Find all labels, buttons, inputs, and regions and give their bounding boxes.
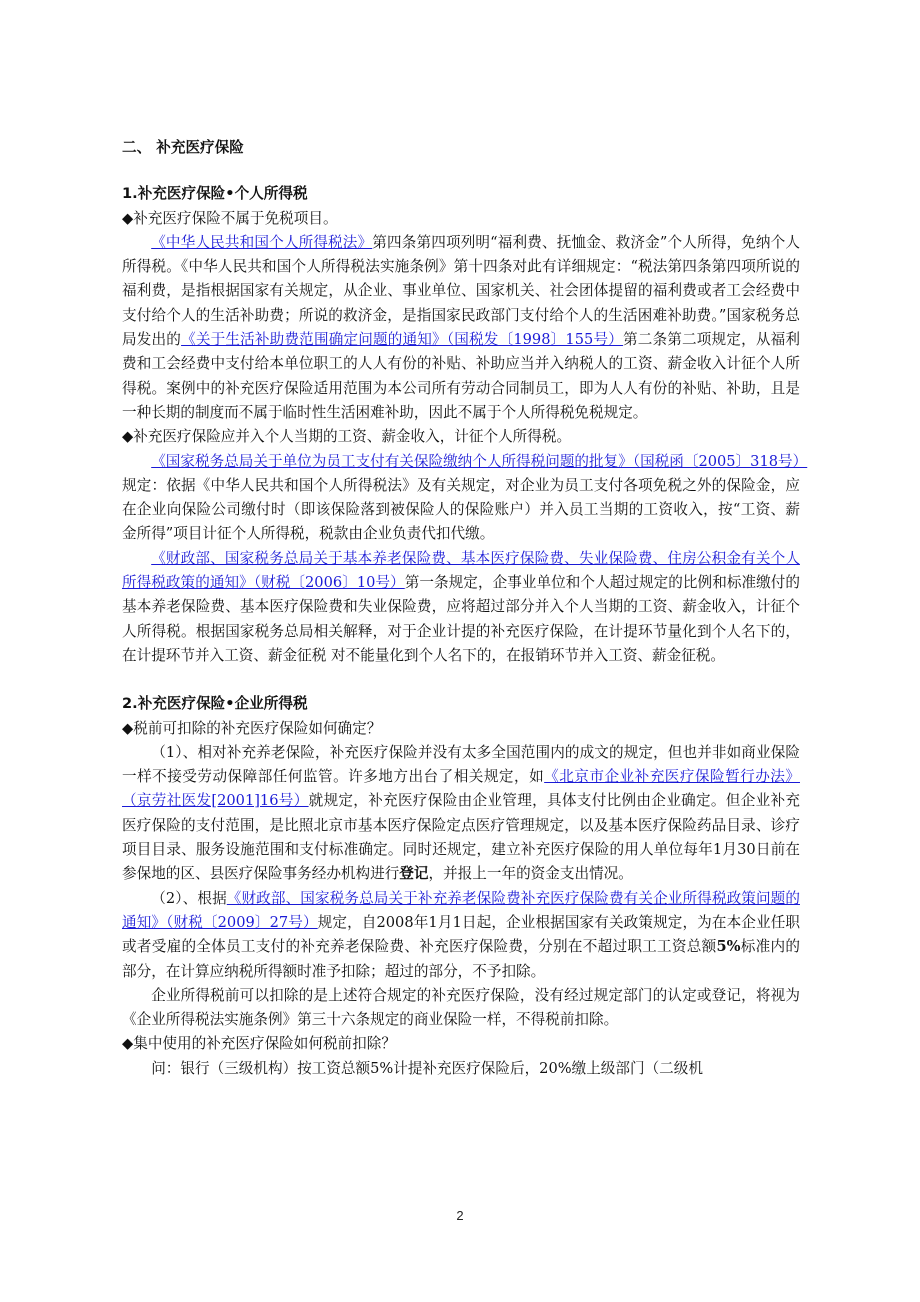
section-gap [122,668,800,692]
link-individual-income-tax-law[interactable]: 《中华人民共和国个人所得税法》 [151,233,373,251]
part1-paragraph1 [122,231,800,425]
part2-paragraph1-bold: 登记 [399,865,429,883]
part1-bullet1: ◆补充医疗保险不属于免税项目。 [122,209,338,227]
page-number: 2 [456,1208,464,1223]
part1-paragraph2-text: 规定：依据《中华人民共和国个人所得税法》及有关规定，对企业为员工支付各项免税之外的保险金，应在企业向保险公司缴付时（即该保险落到被保险人的保险账户）并入员工当期的工资收入，按“工资、薪金所得”项目计征个人所得税，税款由企业负责代扣代缴。 [122,476,800,543]
part2-paragraph2-text1: （2）、根据 [151,889,227,907]
part2-title: 2.补充医疗保险•企业所得税 [122,695,308,713]
part2-paragraph3: 企业所得税前可以扣除的是上述符合规定的补充医疗保险，没有经过规定部门的认定或登记，将视为《企业所得税法实施条例》第三十六条规定的商业保险一样，不得税前扣除。 [122,986,800,1029]
part2-paragraph1 [122,741,800,887]
part2-paragraph2-text3: 标准内的部分，在计算应纳税所得额时准予扣除；超过的部分，不予扣除。 [122,938,800,980]
link-basic-pension-notice[interactable]: 《财政部、国家税务总局关于基本养老保险费、基本医疗保险费、失业保险费、住房公积金有关个人所得税政策的通知》（财税〔2006〕10号） [122,549,800,592]
part2-paragraph2-bold: 5% [716,938,741,956]
part2-paragraph2-text2: 规定，自2008年1月1日起，企业根据国家有关政策规定，为在本企业任职或者受雇的全体员工支付的补充养老保险费、补充医疗保险费，分别在不超过职工工资总额 [122,913,800,956]
part2-paragraph1-text3: ，并报上一年的资金支出情况。 [428,865,633,883]
part1-paragraph1-text1: 第四条第四项列明“福利费、抚恤金、救济金”个人所得，免纳个人所得税。《中华人民共和国个人所得税法实施条例》第十四条对此有详细规定：“税法第四条第四项所说的福利费，是指根据国家有关规定，从企业、事业单位、国家机关、社会团体提留的福利费或者工会经费中支付给个人的生活补助费；所说的救济金，是指国家民政部门支付给个人的生活困难补助费。”国家税务总局发出的 [122,233,800,349]
link-insurance-tax-reply[interactable]: 《国家税务总局关于单位为员工支付有关保险缴纳个人所得税问题的批复》（国税函〔2005〕318号） [151,452,808,470]
link-living-allowance-notice[interactable]: 《关于生活补助费范围确定问题的通知》（国税发〔1998〕155号） [181,331,623,349]
part2-paragraph4: 问：银行（三级机构）按工资总额5%计提补充医疗保险后，20%缴上级部门（二级机 [151,1059,703,1077]
part2-bullet1: ◆税前可扣除的补充医疗保险如何确定？ [122,719,382,737]
section-title: 二、 补充医疗保险 [122,139,244,156]
document-body [122,136,808,1081]
link-beijing-supplementary-insurance[interactable]: 《北京市企业补充医疗保险暂行办法》（京劳社医发[2001]16号） [122,768,800,810]
part1-bullet2: ◆补充医疗保险应并入个人当期的工资、薪金收入，计征个人所得税。 [122,428,572,446]
part1-paragraph3-text: 第一条规定，企事业单位和个人超过规定的比例和标准缴付的基本养老保险费、基本医疗保险费和失业保险费，应将超过部分并入个人当期的工资、薪金收入，计征个人所得税。根据国家税务总局相关解释，对于企业计提的补充医疗保险，在计提环节量化到个人名下的，在计提环节并入工资、薪金征税 对不能量化到个人名下的，在报销环节并入工资、薪金征税。 [122,574,800,664]
link-supplementary-pension-notice[interactable]: 《财政部、国家税务总局关于补充养老保险费补充医疗保险费有关企业所得税政策问题的通知》（财税〔2009〕27号） [122,889,800,931]
part1-paragraph1-text2: 第二条第二项规定，从福利费和工会经费中支付给本单位职工的人人有份的补贴、补助应当并入纳税人的工资、薪金收入计征个人所得税。案例中的补充医疗保险适用范围为本公司所有劳动合同制员工，即为人人有份的补贴、补助，且是一种长期的制度而不属于临时性生活困难补助，因此不属于个人所得税免税规定。 [122,331,800,421]
part1-paragraph3 [122,547,800,668]
part2-paragraph1-text2: 就规定，补充医疗保险由企业管理，具体支付比例由企业确定。但企业补充医疗保险的支付范围，是比照北京市基本医疗保险定点医疗管理规定，以及基本医疗保险药品目录、诊疗项目目录、服务设施范围和支付标准确定。同时还规定，建立补充医疗保险的用人单位每年1月30日前在参保地的区、县医疗保险事务经办机构进行 [122,792,800,883]
part1-paragraph2 [122,450,808,547]
part1-title: 1.补充医疗保险•个人所得税 [122,185,308,203]
part2-bullet2: ◆集中使用的补充医疗保险如何税前扣除？ [122,1035,396,1053]
part2-paragraph2 [122,887,800,984]
part2-paragraph1-text1: （1）、相对补充养老保险，补充医疗保险并没有太多全国范围内的成文的规定，但也并非如商业保险一样不接受劳动保障部任何监管。许多地方出台了相关规定，如 [122,743,800,786]
